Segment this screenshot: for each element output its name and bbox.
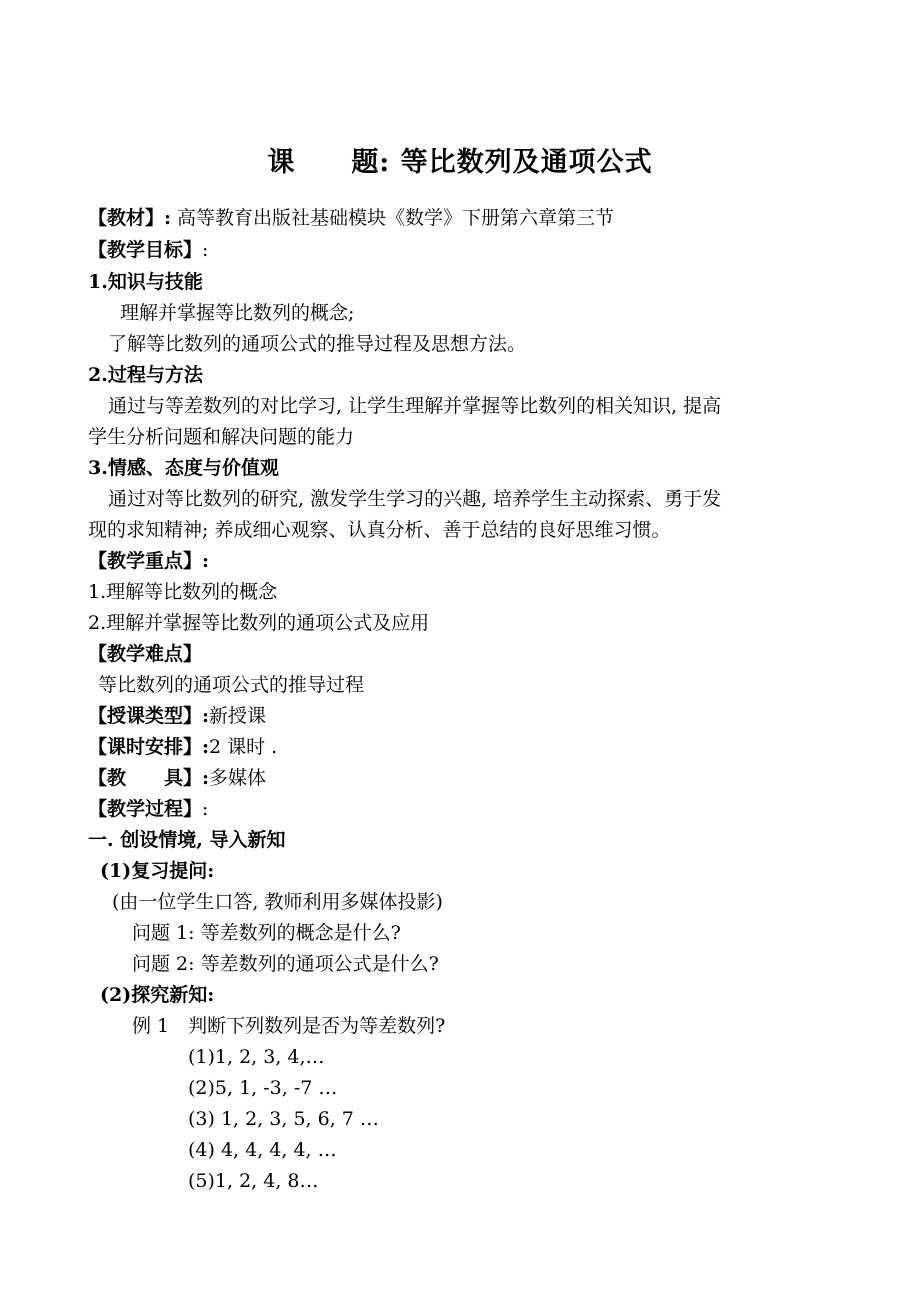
line-text: 学生分析问题和解决问题的能力 [88, 426, 355, 448]
line-text: 多媒体 [209, 767, 267, 789]
line-text: 2 课时 . [209, 736, 278, 758]
text-line [88, 456, 279, 480]
line-text: 通过对等比数列的研究, 激发学生学习的兴趣, 培养学生主动探索、勇于发 [108, 488, 722, 510]
line-text: 通过与等差数列的对比学习, 让学生理解并掌握等比数列的相关知识, 提高 [108, 395, 722, 417]
text-line [108, 394, 721, 418]
line-text: 等比数列的通项公式的推导过程 [98, 674, 365, 696]
line-text: 1.理解等比数列的概念 [88, 581, 278, 603]
line-text: 问题 2: 等差数列的通项公式是什么? [132, 953, 439, 975]
line-text: 新授课 [209, 705, 267, 727]
text-line [188, 1045, 325, 1069]
text-line [88, 206, 614, 230]
text-line [88, 549, 209, 573]
line-text: (由一位学生口答, 教师利用多媒体投影) [112, 891, 443, 913]
text-line [98, 673, 364, 697]
line-text: (2)5, 1, -3, -7 … [188, 1077, 338, 1099]
line-label: (2)探究新知: [100, 984, 215, 1006]
page-title [0, 140, 920, 179]
line-label: 【授课类型】: [88, 705, 210, 727]
text-line [88, 704, 266, 728]
line-label: 【教学重点】: [88, 550, 210, 572]
text-line [88, 238, 208, 262]
text-line [88, 828, 285, 852]
text-line [100, 859, 214, 883]
line-text: 理解并掌握等比数列的概念; [120, 302, 355, 324]
title-left: 课 [267, 147, 296, 178]
line-text: 2.理解并掌握等比数列的通项公式及应用 [88, 612, 430, 634]
text-line [88, 766, 266, 790]
line-text: (3) 1, 2, 3, 5, 6, 7 … [188, 1108, 379, 1130]
line-label: 【课时安排】: [88, 736, 210, 758]
text-line [188, 1138, 337, 1162]
text-line [88, 363, 203, 387]
line-label: 3.情感、态度与价值观 [88, 457, 279, 479]
text-line [132, 1014, 445, 1038]
text-line [88, 611, 429, 635]
line-label: 【教学难点】 [88, 643, 203, 665]
text-line [88, 270, 203, 294]
line-text: (5)1, 2, 4, 8… [188, 1170, 319, 1192]
text-line [132, 921, 401, 945]
text-line [88, 735, 277, 759]
text-line [112, 890, 443, 914]
line-text: (1)1, 2, 3, 4,… [188, 1046, 325, 1068]
line-text: : [202, 798, 209, 820]
text-line [88, 518, 670, 542]
line-text: 例 1 判断下列数列是否为等差数列? [132, 1015, 446, 1037]
text-line [88, 642, 202, 666]
text-line [120, 301, 354, 325]
text-line [188, 1076, 337, 1100]
text-line [108, 487, 721, 511]
line-text: (4) 4, 4, 4, 4, … [188, 1139, 337, 1161]
line-label: 2.过程与方法 [88, 364, 203, 386]
line-label: (1)复习提问: [100, 860, 215, 882]
line-text: 了解等比数列的通项公式的推导过程及思想方法。 [108, 333, 527, 355]
text-line [108, 332, 526, 356]
line-text: 现的求知精神; 养成细心观察、认真分析、善于总结的良好思维习惯。 [88, 519, 671, 541]
line-text: : [202, 239, 209, 261]
text-line [88, 580, 277, 604]
line-label: 1.知识与技能 [88, 271, 203, 293]
text-line [132, 952, 439, 976]
text-line [100, 983, 214, 1007]
text-line [88, 425, 354, 449]
line-label: 【教 具】: [88, 767, 210, 789]
line-text: 高等教育出版社基础模块《数学》下册第六章第三节 [171, 207, 615, 229]
line-label: 【教材】: [88, 207, 172, 229]
title-right: 题: 等比数列及通项公式 [351, 147, 653, 178]
line-label: 【教学过程】 [88, 798, 203, 820]
text-line [88, 797, 208, 821]
text-line [188, 1107, 379, 1131]
line-text: 问题 1: 等差数列的概念是什么? [132, 922, 401, 944]
line-label: 一. 创设情境, 导入新知 [88, 829, 286, 851]
text-line [188, 1169, 319, 1193]
line-label: 【教学目标】 [88, 239, 203, 261]
